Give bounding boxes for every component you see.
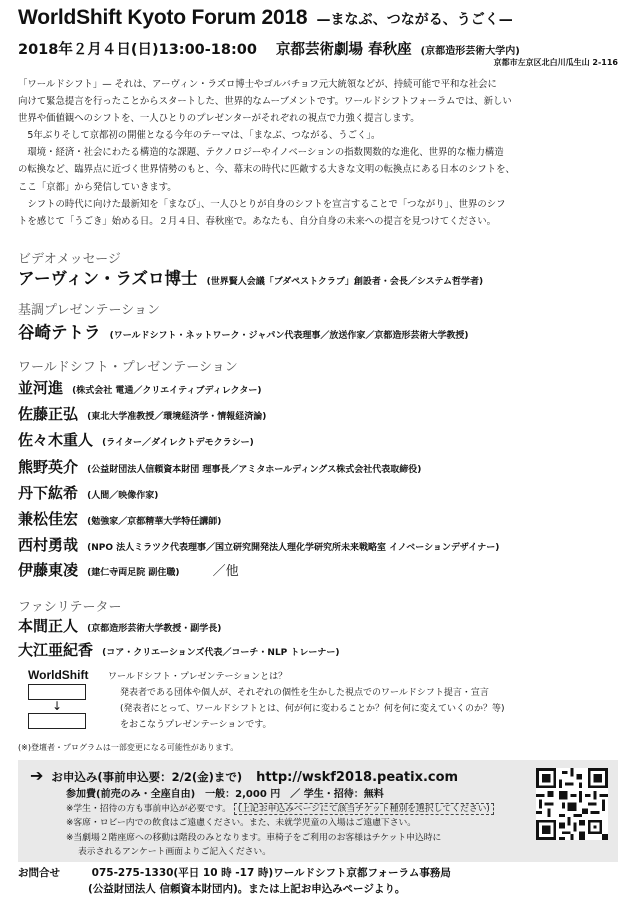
- presenter-row: [18, 377, 262, 398]
- qr-code-icon[interactable]: [536, 768, 608, 840]
- ws-line: 発表者である団体や個人が、それぞれの個性を生かした視点でのワールドシフト提言・宣言: [120, 688, 489, 698]
- application-url-link[interactable]: http://wskf2018.peatix.com: [256, 770, 459, 785]
- speaker-role: (世界賢人会議「ブダペストクラブ」創設者・会長／システム哲学者): [206, 277, 484, 287]
- date-venue-row: [18, 38, 520, 59]
- section-presenters-title: ワールドシフト・プレゼンテーション: [18, 360, 238, 375]
- worldshift-logo: [28, 668, 98, 729]
- intro-text: [18, 76, 620, 230]
- application-note-row: [66, 802, 494, 816]
- contact-row: [18, 865, 451, 881]
- video-speaker: [18, 265, 483, 289]
- presenter-name: 熊野英介: [18, 458, 79, 476]
- keynote-speaker: [18, 319, 468, 343]
- facilitator-name: 大江亜紀香: [18, 641, 94, 659]
- contact-phone: 075-275-1330(平日 10 時 -17 時)ワールドシフト京都フォーラム事務局: [91, 867, 451, 879]
- presenter-name: 伊藤東凌: [18, 561, 79, 579]
- venue-address: 京都市左京区北白川瓜生山 2-116: [493, 58, 618, 67]
- facilitator-role: (コア・クリエーションズ代表／コーチ・NLP トレーナー): [102, 648, 340, 658]
- program-change-note: (※)登壇者・プログラムは一部変更になる可能性があります。: [18, 743, 239, 752]
- arrow-right-icon: ➔: [30, 766, 44, 785]
- intro-line: 「ワールドシフト」— それは、アーヴィン・ラズロ博士やゴルバチョフ元大統領などが、持続可能で平和な社会に: [18, 79, 497, 90]
- presenter-name: 並河進: [18, 379, 64, 397]
- contact-sub: (公益財団法人 信頼資本財団内)。または上記お申込みページより。: [88, 883, 406, 895]
- intro-line: 世界や価値観へのシフトを、一人ひとりのプレゼンターがそれぞれの視点で力強く提言します。: [18, 113, 420, 125]
- event-date: 2018年２月４日(日)13:00-18:00: [18, 42, 257, 58]
- presenter-row: [18, 559, 239, 580]
- presenter-role: (人間／映像作家): [87, 491, 159, 501]
- venue-sub: (京都造形芸術大学内): [420, 46, 520, 57]
- section-video-title: ビデオメッセージ: [18, 252, 121, 267]
- ws-question: ワールドシフト・プレゼンテーションとは？: [108, 672, 288, 682]
- facilitator-row: [18, 615, 221, 636]
- application-details: [66, 788, 494, 859]
- contact-info: [18, 865, 451, 897]
- intro-line: ここ「京都」から発信していきます。: [18, 181, 177, 193]
- ws-line: をおこなうプレゼンテーションです。: [120, 720, 272, 730]
- presenter-role: (株式会社 電通／クリエイティブディレクター): [72, 386, 262, 396]
- presenter-row: [18, 534, 499, 555]
- presenter-name: 丹下紘希: [18, 484, 79, 502]
- speaker-role: (ワールドシフト・ネットワーク・ジャパン代表理事／放送作家／京都造形芸術大学教授): [109, 331, 469, 341]
- presenter-row: [18, 508, 221, 529]
- intro-line: 5年ぶりそして京都初の開催となる今年のテーマは、「まなぶ、つながる、うごく」。: [27, 130, 381, 142]
- logo-box-top: [28, 684, 86, 700]
- presenter-name: 西村勇哉: [18, 536, 79, 554]
- section-keynote-title: 基調プレゼンテーション: [18, 303, 160, 318]
- venue-name: 京都芸術劇場 春秋座: [276, 42, 412, 58]
- page-title: WorldShift Kyoto Forum 2018: [18, 6, 308, 29]
- intro-line: トを感じて「うごき」始める日。２月４日、春秋座で。あなたも、自分自身の未来への提言を見つけてください。: [18, 215, 496, 227]
- presenter-role: (NPO 法人ミラツク代表理事／国立研究開発法人理化学研究所未来戦略室 イノベーションデザイナー): [87, 543, 500, 553]
- intro-line: 向けて緊急提言を行ったことからスタートした、世界的なムーブメントです。ワールドシフトフォーラムでは、新しい: [18, 96, 512, 108]
- application-box: [18, 760, 618, 862]
- page-subtitle: —まなぶ、つながる、うごく—: [316, 12, 513, 28]
- presenter-row: [18, 429, 254, 450]
- presenter-role: (勉強家／京都精華大学特任講師): [87, 517, 222, 527]
- presenter-name: 兼松佳宏: [18, 510, 79, 528]
- down-arrow-icon: ↓: [52, 699, 63, 713]
- speaker-name: 谷崎テトラ: [18, 323, 101, 342]
- intro-line: の転換など、臨界点に近づく世界情勢のもと、今、幕末の時代に匹敵する大きな文明の転換点にある日本のシフトを、: [18, 164, 515, 176]
- speaker-name: アーヴィン・ラズロ博士: [18, 269, 198, 288]
- facilitator-row: [18, 639, 340, 660]
- presenter-role: (東北大学准教授／環境経済学・情報経済論): [87, 412, 267, 422]
- section-facilitators-title: ファシリテーター: [18, 600, 122, 615]
- worldshift-description: [108, 669, 505, 733]
- presenter-role: (公益財団法人信頼資本財団 理事長／アミタホールディングス株式会社代表取締役): [87, 465, 422, 475]
- fee-line: 参加費(前売のみ・全座自由) 一般：2,000 円 ／ 学生・招待：無料: [66, 789, 384, 800]
- title-row: [18, 6, 513, 30]
- presenter-name: 佐藤正弘: [18, 405, 79, 423]
- presenter-row: [18, 482, 158, 503]
- ws-line: (発表者にとって、ワールドシフトとは、何が何に変わることか？何を何に変えていくのか？等): [120, 704, 505, 714]
- presenter-row: [18, 403, 266, 424]
- presenters-etc: ／他: [212, 564, 239, 579]
- application-heading-row: [30, 766, 458, 785]
- presenter-row: [18, 456, 421, 477]
- intro-line: シフトの時代に向けた最新知を「まなび」、一人ひとりが自身のシフトを宣言することで「つながり」、世界のシフ: [27, 198, 506, 210]
- ticket-note-box: (上記お申込みページにて該当チケット種別を選択してください): [234, 803, 494, 815]
- application-note: ※学生・招待の方も事前申込が必要です。: [66, 804, 232, 815]
- intro-line: 環境・経済・社会にわたる構造的な課題、テクノロジーやイノベーションの指数関数的な進化、世界的な権力構造: [27, 147, 504, 159]
- contact-label: お問合せ: [18, 867, 60, 879]
- application-heading: お申込み(事前申込要：2/2(金)まで): [51, 770, 243, 784]
- facilitator-name: 本間正人: [18, 617, 79, 635]
- facilitator-role: (京都造形芸術大学教授・副学長): [87, 624, 222, 634]
- logo-box-bottom: [28, 713, 86, 729]
- application-note: ※当劇場２階座席への移動は階段のみとなります。車椅子をご利用のお客様はチケット申込時に: [66, 832, 442, 843]
- presenter-role: (建仁寺両足院 副住職): [87, 568, 180, 578]
- application-note: 表示されるアンケート画面よりご記入ください。: [78, 846, 272, 857]
- application-note: ※客席・ロビー内での飲食はご遠慮ください。また、未就学児童の入場はご遠慮下さい。: [66, 818, 417, 829]
- presenter-role: (ライター／ダイレクトデモクラシー): [102, 438, 254, 448]
- worldshift-logo-text: WorldShift: [28, 668, 89, 682]
- presenter-name: 佐々木重人: [18, 431, 94, 449]
